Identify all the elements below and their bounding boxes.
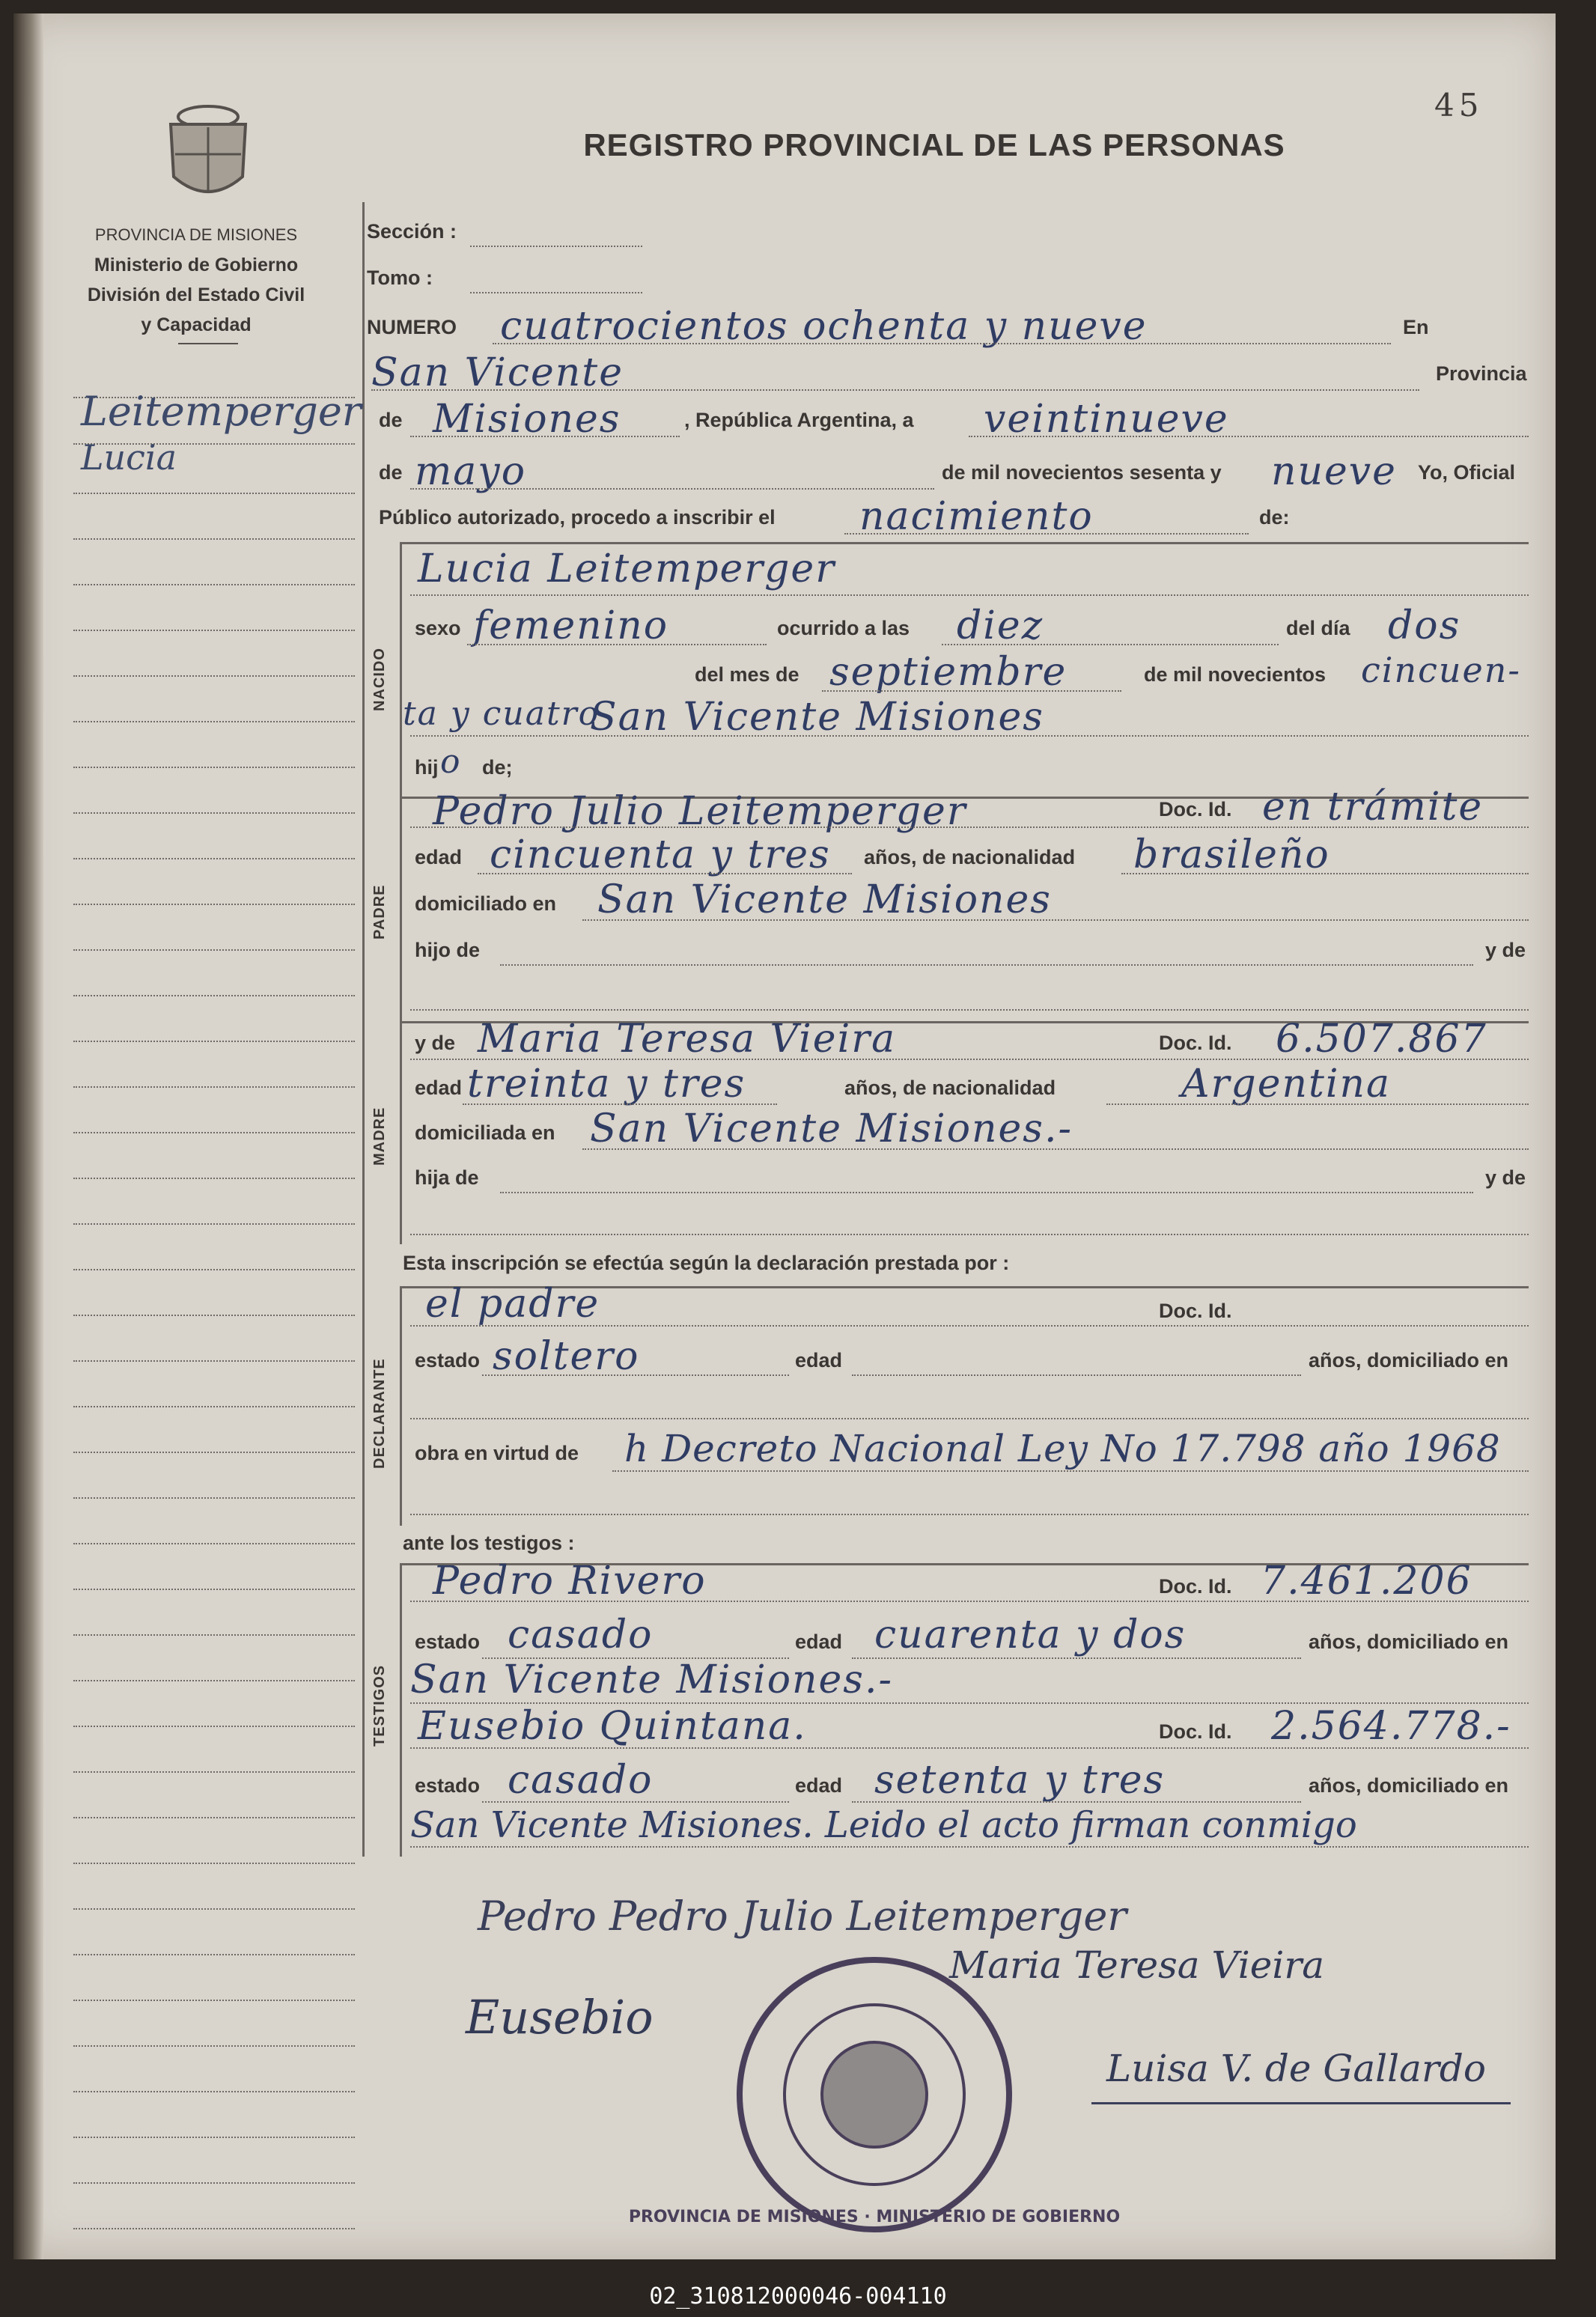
label-mil-nov: de mil novecientos xyxy=(1144,663,1327,686)
label-del-dia: del día xyxy=(1286,617,1350,639)
value-padre-nombre: Pedro Julio Leitemperger xyxy=(433,789,967,834)
dots xyxy=(410,826,1529,828)
image-caption: 02_310812000046-004110 xyxy=(649,2283,947,2310)
tag-madre: MADRE xyxy=(371,1106,388,1166)
margin-line xyxy=(73,2182,355,2184)
value-testigo2-doc: 2.564.778.- xyxy=(1271,1704,1511,1749)
value-testigo2-dom: San Vicente Misiones. Leido el acto firman conmigo xyxy=(410,1804,1357,1846)
margin-line xyxy=(73,1634,355,1636)
dots xyxy=(500,1192,1473,1193)
label-de-semi: de; xyxy=(482,756,513,779)
dots xyxy=(822,690,1121,692)
dots xyxy=(410,1601,1529,1602)
label-en: En xyxy=(1403,316,1429,338)
dots xyxy=(582,1148,1529,1150)
value-padre-edad: cincuenta y tres xyxy=(490,832,831,877)
margin-line xyxy=(73,995,355,996)
value-provincia: Misiones xyxy=(433,397,621,442)
value-lugar-nac: San Vicente Misiones xyxy=(590,695,1044,740)
margin-line xyxy=(73,949,355,951)
label-y-de-2: y de xyxy=(1485,1166,1526,1189)
label-edad: edad xyxy=(415,846,463,868)
dots xyxy=(410,1514,1529,1515)
value-testigo2-estado: casado xyxy=(508,1758,654,1803)
value-testigo2: Eusebio Quintana. xyxy=(418,1704,807,1749)
dots xyxy=(612,1470,1529,1472)
margin-line xyxy=(73,538,355,540)
label-republica: , República Argentina, a xyxy=(684,409,914,431)
tag-padre: PADRE xyxy=(371,884,388,940)
dots xyxy=(969,436,1529,437)
label-seccion: Sección : xyxy=(367,220,457,243)
margin-line xyxy=(73,2137,355,2138)
value-obra: h Decreto Nacional Ley No 17.798 año 1968 xyxy=(624,1427,1501,1470)
value-testigo1-estado: casado xyxy=(508,1613,654,1657)
label-doc-id-t2: Doc. Id. xyxy=(1159,1720,1232,1743)
issuing-office xyxy=(69,220,323,340)
label-y-de: y de xyxy=(1485,939,1526,961)
margin-line xyxy=(73,1543,355,1544)
margin-line xyxy=(73,630,355,631)
margin-line xyxy=(73,858,355,859)
label-domiciliada: domiciliada en xyxy=(415,1121,555,1144)
label-numero: NUMERO xyxy=(367,316,457,338)
page-title: REGISTRO PROVINCIAL DE LAS PERSONAS xyxy=(583,127,1285,162)
label-de: de xyxy=(379,409,403,431)
margin-line xyxy=(73,2045,355,2047)
margin-line xyxy=(73,1680,355,1681)
margin-line xyxy=(73,1178,355,1179)
value-madre-edad: treinta y tres xyxy=(467,1062,746,1106)
label-provincia: Provincia xyxy=(1436,362,1527,385)
value-hijo: o xyxy=(440,743,462,781)
value-mes: mayo xyxy=(415,449,526,494)
section-rule xyxy=(400,542,1529,544)
book-binding xyxy=(13,13,43,2259)
value-madre-nombre: Maria Teresa Vieira xyxy=(478,1017,897,1062)
label-hij: hij xyxy=(415,756,439,779)
dots xyxy=(482,1801,789,1803)
tag-nacido: NACIDO xyxy=(371,648,388,712)
value-testigo2-edad: setenta y tres xyxy=(874,1758,1166,1803)
tag-declarante: DECLARANTE xyxy=(371,1358,388,1469)
value-anio-nac-a: cincuen- xyxy=(1361,650,1521,690)
label-declaracion: Esta inscripción se efectúa según la declaración prestada por : xyxy=(403,1252,1010,1274)
value-testigo1-doc: 7.461.206 xyxy=(1261,1559,1472,1604)
dots xyxy=(410,1846,1529,1848)
margin-line xyxy=(73,1497,355,1499)
register-page xyxy=(13,13,1556,2259)
dots xyxy=(371,389,1419,391)
org-divider xyxy=(178,343,238,344)
label-publico: Público autorizado, procedo a inscribir el xyxy=(379,506,776,529)
official-stamp-icon xyxy=(628,1952,1121,2237)
margin-line xyxy=(73,2000,355,2001)
margin-line xyxy=(73,1132,355,1133)
signature-father: Pedro Pedro Julio Leitemperger xyxy=(478,1893,1127,1940)
dots xyxy=(844,533,1249,535)
label-anos-dom: años, domiciliado en xyxy=(1309,1349,1509,1371)
stamp-text: PROVINCIA DE MISIONES · MINISTERIO DE GOBIERNO xyxy=(628,2208,1121,2226)
label-edad-t1: edad xyxy=(795,1631,843,1653)
value-testigo1: Pedro Rivero xyxy=(433,1559,707,1604)
dots xyxy=(410,488,934,490)
label-obra: obra en virtud de xyxy=(415,1442,579,1464)
org-line-2: Ministerio de Gobierno xyxy=(94,255,299,275)
value-dia: dos xyxy=(1388,603,1461,648)
margin-line xyxy=(73,1315,355,1316)
value-mes-nac: septiembre xyxy=(829,650,1067,695)
value-sexo: femenino xyxy=(473,603,669,648)
label-anos-nac: años, de nacionalidad xyxy=(864,846,1076,868)
org-line-1: PROVINCIA DE MISIONES xyxy=(94,225,298,244)
label-anos-dom-t2: años, domiciliado en xyxy=(1309,1774,1509,1797)
margin-line xyxy=(73,721,355,722)
signature-officer: Luisa V. de Gallardo xyxy=(1106,2047,1486,2090)
dots xyxy=(470,246,642,247)
margin-line xyxy=(73,1086,355,1088)
value-madre-doc: 6.507.867 xyxy=(1276,1017,1487,1062)
value-hora: diez xyxy=(957,603,1044,648)
officer-signature-rule xyxy=(1091,2102,1511,2104)
margin-line xyxy=(73,2091,355,2092)
label-anos-dom-t1: años, domiciliado en xyxy=(1309,1631,1509,1653)
dots xyxy=(500,964,1473,966)
label-ante: ante los testigos : xyxy=(403,1532,575,1554)
dots xyxy=(410,1234,1529,1235)
dots xyxy=(410,436,680,437)
margin-line xyxy=(73,1360,355,1362)
dots xyxy=(410,735,1529,737)
dots xyxy=(1121,873,1529,874)
margin-line xyxy=(73,584,355,585)
value-anio-nac-b: ta y cuatro xyxy=(403,695,600,733)
label-y-de-madre: y de xyxy=(415,1032,456,1054)
dots xyxy=(410,1059,1529,1060)
label-del-mes: del mes de xyxy=(695,663,799,686)
label-tomo: Tomo : xyxy=(367,267,433,289)
value-testigo1-edad: cuarenta y dos xyxy=(874,1613,1187,1657)
dots xyxy=(463,1103,777,1105)
label-de-2: de xyxy=(379,461,403,484)
margin-line xyxy=(73,812,355,814)
value-nombre: Lucia Leitemperger xyxy=(418,546,836,591)
dots xyxy=(410,1418,1529,1419)
label-de-colon: de: xyxy=(1259,506,1290,529)
value-dia-letra: veintinueve xyxy=(984,397,1229,442)
dots xyxy=(410,1325,1529,1327)
margin-line xyxy=(73,2228,355,2229)
margin-line xyxy=(73,675,355,677)
signature-mother: Maria Teresa Vieira xyxy=(949,1943,1325,1987)
label-hijo-de: hijo de xyxy=(415,939,480,961)
margin-line xyxy=(73,1406,355,1407)
margin-name: Lucia xyxy=(81,437,177,478)
margin-divider xyxy=(362,202,365,1857)
dots xyxy=(852,1374,1301,1376)
page-number: 45 xyxy=(1434,87,1484,124)
value-padre-doc: en trámite xyxy=(1262,785,1484,829)
label-yo-oficial: Yo, Oficial xyxy=(1418,461,1516,484)
dots xyxy=(410,1009,1529,1011)
label-ocurrido: ocurrido a las xyxy=(777,617,910,639)
dots xyxy=(852,1801,1301,1803)
margin-line xyxy=(73,904,355,905)
dots xyxy=(482,1374,789,1376)
dots xyxy=(410,594,1529,596)
label-edad-madre: edad xyxy=(415,1077,463,1099)
label-doc-id-t1: Doc. Id. xyxy=(1159,1575,1232,1598)
signature-witness: Eusebio xyxy=(466,1990,654,2044)
margin-line xyxy=(73,1908,355,1910)
value-madre-nac: Argentina xyxy=(1181,1062,1391,1106)
margin-line xyxy=(73,1726,355,1727)
dots xyxy=(1106,1103,1529,1105)
label-sexo: sexo xyxy=(415,617,461,639)
label-hija-de: hija de xyxy=(415,1166,479,1189)
value-anio: nueve xyxy=(1271,449,1397,494)
value-acto: nacimiento xyxy=(859,494,1094,539)
label-doc-id-decl: Doc. Id. xyxy=(1159,1300,1232,1322)
margin-line xyxy=(73,1863,355,1864)
label-domiciliado: domiciliado en xyxy=(415,892,557,915)
margin-line xyxy=(73,1589,355,1590)
value-madre-dom: San Vicente Misiones.- xyxy=(590,1106,1073,1151)
label-estado: estado xyxy=(415,1349,481,1371)
margin-line xyxy=(73,493,355,494)
margin-line xyxy=(73,1954,355,1955)
label-estado-t2: estado xyxy=(415,1774,481,1797)
label-edad-decl: edad xyxy=(795,1349,843,1371)
dots xyxy=(410,1747,1529,1749)
margin-line xyxy=(73,1041,355,1042)
label-edad-t2: edad xyxy=(795,1774,843,1797)
dots xyxy=(467,644,767,645)
dots xyxy=(852,1657,1301,1659)
label-doc-id: Doc. Id. xyxy=(1159,798,1232,820)
margin-line xyxy=(73,767,355,768)
dots xyxy=(470,292,642,293)
label-estado-t1: estado xyxy=(415,1631,481,1653)
dots xyxy=(493,343,1391,344)
margin-line xyxy=(73,1269,355,1270)
value-declarante: el padre xyxy=(425,1282,600,1327)
value-decl-estado: soltero xyxy=(493,1334,640,1379)
dots xyxy=(942,644,1279,645)
value-padre-dom: San Vicente Misiones xyxy=(597,877,1052,922)
value-padre-nac: brasileño xyxy=(1133,832,1330,877)
label-mil-nov-sesenta: de mil novecientos sesenta y xyxy=(942,461,1222,484)
org-line-4: y Capacidad xyxy=(141,314,252,335)
label-doc-id-madre: Doc. Id. xyxy=(1159,1032,1232,1054)
value-lugar: San Vicente xyxy=(371,350,624,395)
tag-testigos: TESTIGOS xyxy=(371,1664,388,1747)
margin-surname: Leitemperger xyxy=(81,388,362,435)
value-testigo1-dom: San Vicente Misiones.- xyxy=(410,1657,894,1702)
value-numero: cuatrocientos ochenta y nueve xyxy=(500,304,1148,349)
margin-line xyxy=(73,1452,355,1453)
org-line-3: División del Estado Civil xyxy=(87,284,305,305)
margin-line xyxy=(73,1223,355,1225)
label-anos-nac-madre: años, de nacionalidad xyxy=(844,1077,1056,1099)
margin-line xyxy=(73,1771,355,1773)
dots xyxy=(582,919,1529,921)
dots xyxy=(478,873,852,874)
margin-line xyxy=(73,1817,355,1818)
